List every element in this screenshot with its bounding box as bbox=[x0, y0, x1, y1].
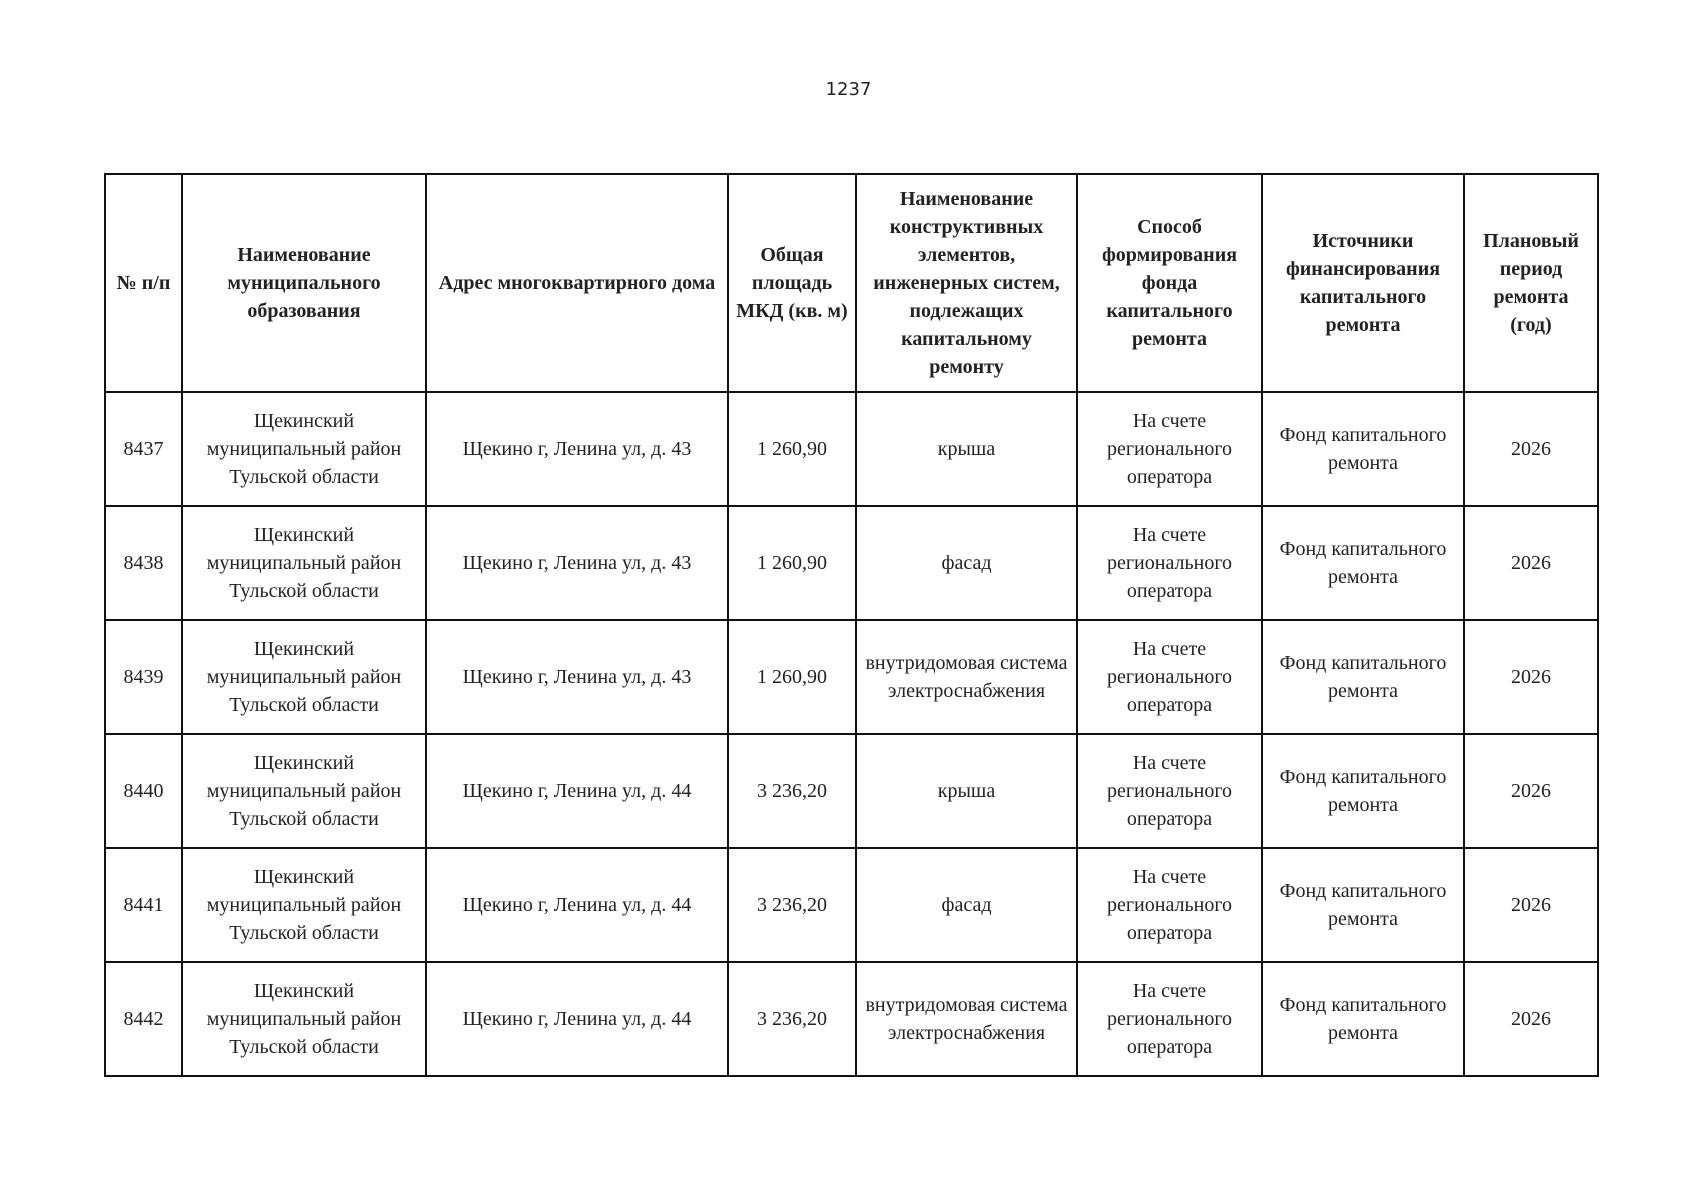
cell-area: 3 236,20 bbox=[728, 848, 856, 962]
cell-elements: внутридомовая система электроснабжения bbox=[856, 620, 1077, 734]
cell-elements: крыша bbox=[856, 392, 1077, 506]
cell-municipality: Щекинский муниципальный район Тульской области bbox=[182, 392, 426, 506]
header-elements: Наименование конструктивных элементов, инженерных систем, подлежащих капитальному ремонту bbox=[856, 174, 1077, 392]
cell-address: Щекино г, Ленина ул, д. 43 bbox=[426, 392, 728, 506]
cell-planned-year: 2026 bbox=[1464, 848, 1598, 962]
cell-planned-year: 2026 bbox=[1464, 734, 1598, 848]
cell-municipality: Щекинский муниципальный район Тульской области bbox=[182, 620, 426, 734]
cell-elements: фасад bbox=[856, 506, 1077, 620]
cell-number: 8442 bbox=[105, 962, 182, 1076]
cell-number: 8438 bbox=[105, 506, 182, 620]
cell-funding-source: Фонд капитального ремонта bbox=[1262, 848, 1464, 962]
cell-area: 3 236,20 bbox=[728, 734, 856, 848]
cell-municipality: Щекинский муниципальный район Тульской области bbox=[182, 848, 426, 962]
cell-funding-source: Фонд капитального ремонта bbox=[1262, 620, 1464, 734]
cell-number: 8437 bbox=[105, 392, 182, 506]
cell-fund-method: На счете регионального оператора bbox=[1077, 962, 1262, 1076]
cell-elements: фасад bbox=[856, 848, 1077, 962]
cell-fund-method: На счете регионального оператора bbox=[1077, 734, 1262, 848]
cell-funding-source: Фонд капитального ремонта bbox=[1262, 962, 1464, 1076]
cell-elements: крыша bbox=[856, 734, 1077, 848]
cell-fund-method: На счете регионального оператора bbox=[1077, 620, 1262, 734]
cell-address: Щекино г, Ленина ул, д. 43 bbox=[426, 506, 728, 620]
table-row bbox=[105, 506, 1598, 620]
cell-address: Щекино г, Ленина ул, д. 44 bbox=[426, 734, 728, 848]
cell-municipality: Щекинский муниципальный район Тульской области bbox=[182, 506, 426, 620]
cell-number: 8440 bbox=[105, 734, 182, 848]
table-row bbox=[105, 848, 1598, 962]
cell-address: Щекино г, Ленина ул, д. 44 bbox=[426, 848, 728, 962]
cell-area: 1 260,90 bbox=[728, 392, 856, 506]
header-municipality: Наименование муниципального образования bbox=[182, 174, 426, 392]
cell-area: 1 260,90 bbox=[728, 506, 856, 620]
cell-funding-source: Фонд капитального ремонта bbox=[1262, 392, 1464, 506]
cell-area: 3 236,20 bbox=[728, 962, 856, 1076]
cell-elements: внутридомовая система электроснабжения bbox=[856, 962, 1077, 1076]
table-row bbox=[105, 620, 1598, 734]
cell-municipality: Щекинский муниципальный район Тульской области bbox=[182, 962, 426, 1076]
cell-number: 8439 bbox=[105, 620, 182, 734]
table-row bbox=[105, 962, 1598, 1076]
table-header-row bbox=[105, 174, 1598, 392]
cell-fund-method: На счете регионального оператора bbox=[1077, 848, 1262, 962]
cell-address: Щекино г, Ленина ул, д. 43 bbox=[426, 620, 728, 734]
cell-planned-year: 2026 bbox=[1464, 962, 1598, 1076]
cell-address: Щекино г, Ленина ул, д. 44 bbox=[426, 962, 728, 1076]
header-fund-method: Способ формирования фонда капитального ремонта bbox=[1077, 174, 1262, 392]
header-area: Общая площадь МКД (кв. м) bbox=[728, 174, 856, 392]
cell-fund-method: На счете регионального оператора bbox=[1077, 392, 1262, 506]
table-row bbox=[105, 392, 1598, 506]
cell-area: 1 260,90 bbox=[728, 620, 856, 734]
cell-fund-method: На счете регионального оператора bbox=[1077, 506, 1262, 620]
capital-repair-table bbox=[104, 173, 1599, 1077]
cell-funding-source: Фонд капитального ремонта bbox=[1262, 506, 1464, 620]
page-number: 1237 bbox=[825, 79, 872, 100]
cell-municipality: Щекинский муниципальный район Тульской области bbox=[182, 734, 426, 848]
cell-funding-source: Фонд капитального ремонта bbox=[1262, 734, 1464, 848]
table-row bbox=[105, 734, 1598, 848]
cell-planned-year: 2026 bbox=[1464, 392, 1598, 506]
header-funding-source: Источники финансирования капитального ремонта bbox=[1262, 174, 1464, 392]
header-address: Адрес многоквартирного дома bbox=[426, 174, 728, 392]
cell-planned-year: 2026 bbox=[1464, 620, 1598, 734]
cell-planned-year: 2026 bbox=[1464, 506, 1598, 620]
header-number: № п/п bbox=[105, 174, 182, 392]
header-planned-year: Плановый период ремонта (год) bbox=[1464, 174, 1598, 392]
cell-number: 8441 bbox=[105, 848, 182, 962]
